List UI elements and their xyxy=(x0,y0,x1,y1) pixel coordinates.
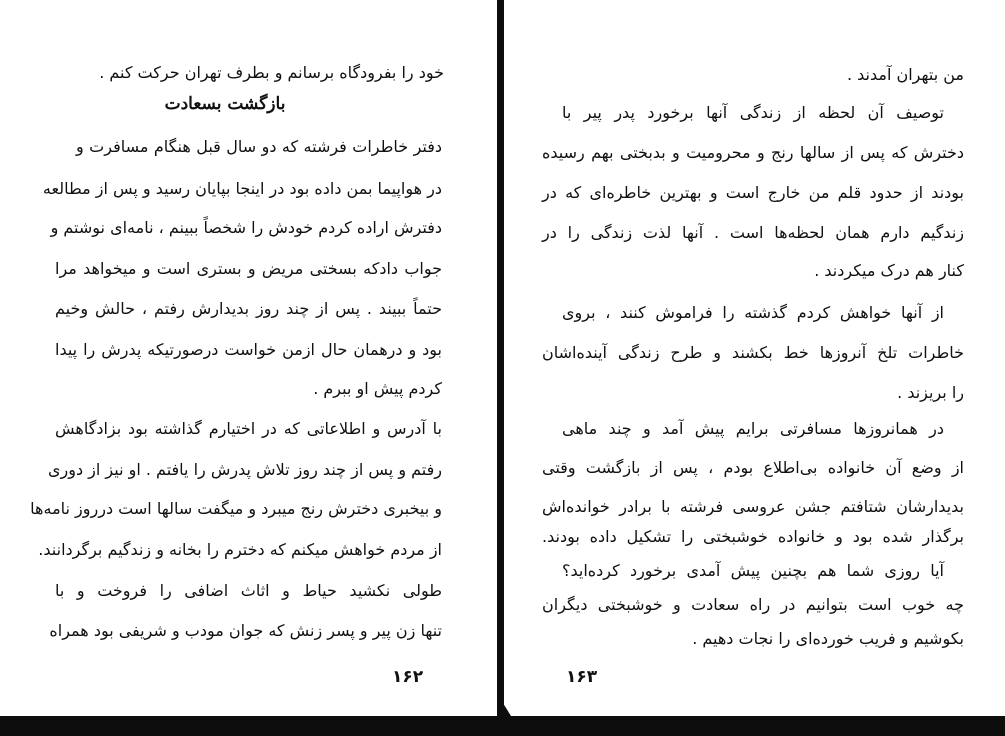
left-line-5: حتماً ببیند . پس از چند روز بدیدارش رفتم ، حالش وخیم xyxy=(55,299,442,318)
right-line-10: از وضع آن خانواده بی‌اطلاع بودم ، پس از بازگشت وقتی xyxy=(542,458,964,477)
left-line-0: خود را بفرودگاه برسانم و بطرف تهران حرکت کنم . xyxy=(99,63,444,82)
right-line-14: چه خوب است بتوانیم در راه سعادت و خوشبختی دیگران xyxy=(542,595,964,614)
left-line-13: تنها زن پیر و پسر زنش که جوان مودب و شریفی بود همراه xyxy=(49,621,442,640)
section-title: بازگشت بسعادت xyxy=(164,94,286,114)
right-line-3: بودند از حدود قلم من خارج است و بهترین خاطره‌ای که در xyxy=(542,183,964,202)
left-line-2: در هواپیما بمن داده بود در اینجا بپایان رسید و پس از مطالعه xyxy=(42,179,442,198)
right-line-1: توصیف آن لحظه از زندگی آنها برخورد پدر پیر با xyxy=(562,103,944,122)
left-line-10: و بیخبری دخترش رنج میبرد و میگفت سالها است درروز نامه‌ها xyxy=(30,499,442,518)
right-line-12: برگذار شده بود و خانواده خوشبختی را تشکیل داده بودند. xyxy=(542,527,964,546)
scan-bottom-edge xyxy=(0,716,1005,736)
gutter-shadow xyxy=(497,0,504,716)
right-line-9: در همانروزها مسافرتی برایم پیش آمد و چند ماهی xyxy=(562,419,944,438)
left-line-9: رفتم و پس از چند روز تلاش پدرش را یافتم . او نیز از دوری xyxy=(47,460,442,479)
page-number-left: ۱۶۲ xyxy=(392,667,424,687)
right-line-15: بکوشیم و فریب خورده‌ای را نجات دهیم . xyxy=(692,629,964,648)
right-line-6: از آنها خواهش کردم گذشته را فراموش کنند ، بروی xyxy=(562,303,944,322)
left-page xyxy=(0,0,496,716)
left-line-6: بود و درهمان حال ازمن خواست درصورتیکه پدرش را پیدا xyxy=(55,340,442,359)
left-line-11: از مردم خواهش میکنم که دخترم را بخانه و زندگیم برگردانند. xyxy=(38,540,442,559)
left-line-12: طولی نکشید حیاط و اثاث اضافی را فروخت و با xyxy=(55,581,442,600)
right-line-8: را بریزند . xyxy=(897,383,964,402)
right-line-11: بدیدارشان شتافتم جشن عروسی فرشته با برادر خوانده‌اش xyxy=(542,497,964,516)
left-line-4: جواب دادکه بسختی مریض و بستری است و میخواهد مرا xyxy=(55,259,442,278)
left-line-1: دفتر خاطرات فرشته که دو سال قبل هنگام مسافرت و xyxy=(76,137,442,156)
right-line-13: آیا روزی شما هم بچنین پیش آمدی برخورد کرده‌اید؟ xyxy=(562,561,944,580)
right-line-4: زندگیم دارم همان لحظه‌ها است . آنها لذت زندگی را در xyxy=(542,223,964,242)
left-line-8: با آدرس و اطلاعاتی که در اختیارم گذاشته بود بزادگاهش xyxy=(55,419,442,438)
right-line-0: من بتهران آمدند . xyxy=(846,65,964,84)
right-line-2: دخترش که پس از سالها رنج و محرومیت و بدبختی بهم رسیده xyxy=(542,143,964,162)
right-line-7: خاطرات تلخ آنروزها خط بکشند و طرح زندگی آینده‌اشان xyxy=(542,343,964,362)
right-line-5: کنار هم درک میکردند . xyxy=(814,261,964,280)
left-line-7: کردم پیش او ببرم . xyxy=(313,379,442,398)
left-line-3: دفترش اراده کردم خودش را شخصاً ببینم ، نامه‌ای نوشتم و xyxy=(50,218,442,237)
right-page xyxy=(508,0,1005,716)
page-number-right: ۱۶۳ xyxy=(566,667,598,687)
